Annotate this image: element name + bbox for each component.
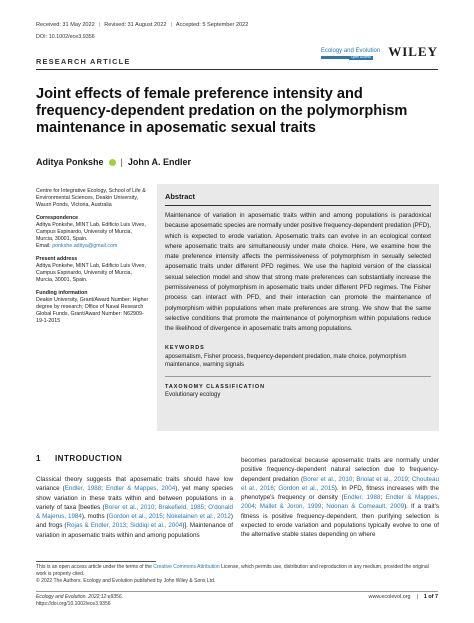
- intro-column-right: [241, 456, 439, 540]
- citation-link[interactable]: Rojas & Endler, 2013: [66, 522, 127, 530]
- license-link[interactable]: Creative Commons Attribution: [153, 564, 220, 570]
- citation-link[interactable]: Briolat et al., 2019: [356, 475, 408, 483]
- body-text: ;: [321, 503, 327, 511]
- license-footnote: [36, 564, 438, 584]
- footer-citation: [36, 594, 123, 608]
- taxonomy-heading: TAXONOMY CLASSIFICATION: [165, 383, 265, 390]
- citation-link[interactable]: Gordon et al., 2015: [108, 513, 163, 521]
- journal-name: Ecology and Evolution: [320, 47, 381, 54]
- keywords-heading: KEYWORDS: [165, 344, 205, 351]
- author-separator: |: [120, 157, 123, 167]
- section-title: INTRODUCTION: [54, 454, 123, 463]
- citation-link[interactable]: Brakefield, 1985: [158, 503, 205, 511]
- body-text: )]. Maintenance of variation in aposematic traits within and among populations: [36, 522, 233, 539]
- abstract-text: Maintenance of variation in aposematic traits within and among populations is paradoxical because aposematic species are normally under positive frequency-dependent predation (PFD), which is expected to erode variation. Aposematic traits can evolve in an ecological context where aposematic traits are simultaneously under mate choice. Here, we examine how the mate preference intensity affects the permissiveness of polymorphism in sexually selected aposematic traits under different PFD regimes. We use the haploid version of the classical sexual selection model and show that strong mate preferences can substantially increase the permissiveness of polymorphism in aposematic traits under different PFD regimes. The Fisher process can interact with PFD, and their interaction can promote the maintenance of polymorphism within populations when mate preferences are strong. We show that the same selective conditions that promote the maintenance of polymorphism within populations reduce the likelihood of divergence in aposematic traits among populations.: [165, 212, 431, 333]
- citation-link[interactable]: Gordon et al., 2015: [278, 484, 335, 492]
- doi-url[interactable]: https://doi.org/10.1002/ece3.9356: [36, 601, 111, 607]
- publisher-brand: [321, 44, 438, 60]
- abstract-divider: [165, 205, 431, 206]
- body-text: ) and frogs (: [36, 513, 233, 530]
- doi-line[interactable]: DOI: 10.1002/ece3.9356: [36, 34, 95, 40]
- footer-divider: [36, 591, 438, 592]
- license-text-post: License, which permits use, distribution and reproduction in any medium, provided the original work is properly cited.: [36, 564, 429, 577]
- funding-heading: Funding information: [36, 290, 88, 296]
- keywords-list: aposematism, Fisher process, frequency-dependent predation, mate choice, polymorphism maintenance, warning signals: [165, 353, 407, 368]
- correspondence-body: Aditya Ponkshe, MINT Lab, Edificio Luis Vives, Campus Espinardo, University of Murcia, Murcia, 30001, Spain.: [36, 222, 146, 242]
- license-text: [36, 564, 438, 578]
- wiley-logo[interactable]: WILEY: [388, 44, 438, 59]
- body-text: ;: [380, 494, 386, 502]
- open-access-badge: Open Access: [349, 56, 373, 60]
- received-date: Received: 31 May 2022: [36, 22, 95, 28]
- article-type: RESEARCH ARTICLE: [36, 57, 131, 66]
- affiliation: Centre for Integrative Ecology, School of Life & Environmental Sciences, Deakin University, Waurn Ponds, Victoria, Australia: [36, 188, 146, 208]
- article-dates: [36, 22, 248, 28]
- body-text: becomes paradoxical because aposematic traits are normally under positive frequency-dependent natural selection due to frequency-dependent predation (: [241, 457, 439, 483]
- body-text: ;: [204, 503, 209, 511]
- page-number: 1 of 7: [423, 594, 438, 600]
- funding-information: [36, 290, 150, 325]
- email-label: Email:: [36, 243, 51, 249]
- citation-link[interactable]: Chouteau et al., 2016: [241, 475, 439, 492]
- body-text: ;: [162, 513, 167, 521]
- orcid-icon[interactable]: [109, 159, 116, 166]
- present-address: [36, 256, 150, 284]
- license-text-pre: This is an open access article under the terms of the: [36, 564, 154, 570]
- section-number: 1: [36, 454, 41, 463]
- citation-link[interactable]: O'donald & Majerus, 1984: [36, 503, 233, 521]
- citation-link[interactable]: Mallet & Joron, 1999: [259, 503, 322, 511]
- citation-link[interactable]: Endler & Mappes, 2004: [241, 494, 439, 511]
- date-separator: |: [98, 22, 101, 28]
- body-text: ), yet many species show variation in these traits within and between populations in a variety of taxa [beetles (: [36, 485, 234, 511]
- revised-date: Revised: 31 August 2022: [104, 22, 167, 28]
- body-text: ;: [126, 522, 130, 530]
- journal-citation: Ecology and Evolution. 2022;12:e9356.: [36, 594, 124, 600]
- journal-website[interactable]: www.ecolevol.org: [368, 594, 411, 600]
- citation-link[interactable]: Endler, 1988: [64, 485, 102, 493]
- footnote-divider: [36, 561, 156, 562]
- citation-link[interactable]: Siddiqi et al., 2004: [129, 522, 183, 530]
- citation-link[interactable]: Borer et al., 2010: [104, 503, 155, 511]
- citation-link[interactable]: Endler & Mappes, 2004: [105, 485, 176, 493]
- present-address-body: Aditya Ponkshe, MINT Lab, Edificio Luis Vives, Campus Espinardo, University of Murcia, Murcia, 30001, Spain.: [36, 263, 146, 283]
- journal-logo[interactable]: [321, 48, 380, 60]
- author-name[interactable]: John A. Endler: [127, 157, 192, 167]
- affiliations-sidebar: [36, 188, 150, 331]
- citation-link[interactable]: Endler, 1988: [343, 494, 381, 502]
- correspondence: [36, 215, 150, 250]
- body-text: ). In PFD, fitness increases with the phenotype's frequency or density (: [241, 484, 439, 502]
- correspondence-email: [36, 243, 150, 250]
- abstract-box: [157, 184, 439, 431]
- body-text: ;: [254, 503, 260, 511]
- abstract-heading: Abstract: [165, 192, 195, 201]
- date-separator: |: [170, 22, 172, 28]
- email-link[interactable]: ponkshe.aditya@gmail.com: [52, 243, 118, 249]
- correspondence-heading: Correspondence: [36, 215, 79, 221]
- body-text: ;: [407, 475, 412, 483]
- abstract-section-divider: [165, 376, 431, 377]
- taxonomy-value: Evolutionary ecology: [165, 391, 221, 398]
- body-text: ). If a trait's fitness is positive frequency-dependent, then purifying selection is expected to erode variation and populations typically evolve to one of the alternative stable states depending on where: [241, 503, 439, 539]
- body-text: ;: [352, 475, 357, 483]
- body-text: ;: [101, 485, 106, 493]
- author-list: [36, 157, 191, 167]
- footer-page-info: [369, 594, 438, 600]
- body-text: ;: [273, 484, 279, 492]
- header-divider: [36, 69, 438, 70]
- footer-separator: |: [416, 594, 418, 600]
- citation-link[interactable]: Borer et al., 2010: [303, 475, 353, 483]
- article-title: Joint effects of female preference intensity and frequency-dependent predation on the polymorphism maintenance in aposematic sexual traits: [36, 86, 408, 136]
- author-name[interactable]: Aditya Ponkshe: [36, 157, 104, 167]
- citation-link[interactable]: Nokelainen et al., 2012: [166, 513, 231, 521]
- body-text: ), moths (: [81, 513, 109, 521]
- section-heading-introduction: [36, 454, 122, 463]
- body-text: ;: [154, 503, 159, 511]
- citation-link[interactable]: Noonan & Comeault, 2009: [326, 503, 405, 511]
- present-address-heading: Present address: [36, 256, 78, 262]
- body-text: Classical theory suggests that aposematic traits should have low variance (: [36, 476, 233, 493]
- copyright-line: © 2022 The Authors. Ecology and Evolution published by John Wiley & Sons Ltd.: [36, 577, 216, 584]
- funding-body: Deakin University, Grant/Award Number: Higher degree by research; Office of Naval Research Global Funds, Grant/Award Number: N62909-19-1-2015: [36, 297, 149, 324]
- intro-column-left: [36, 475, 233, 540]
- accepted-date: Accepted: 5 September 2022: [175, 22, 249, 28]
